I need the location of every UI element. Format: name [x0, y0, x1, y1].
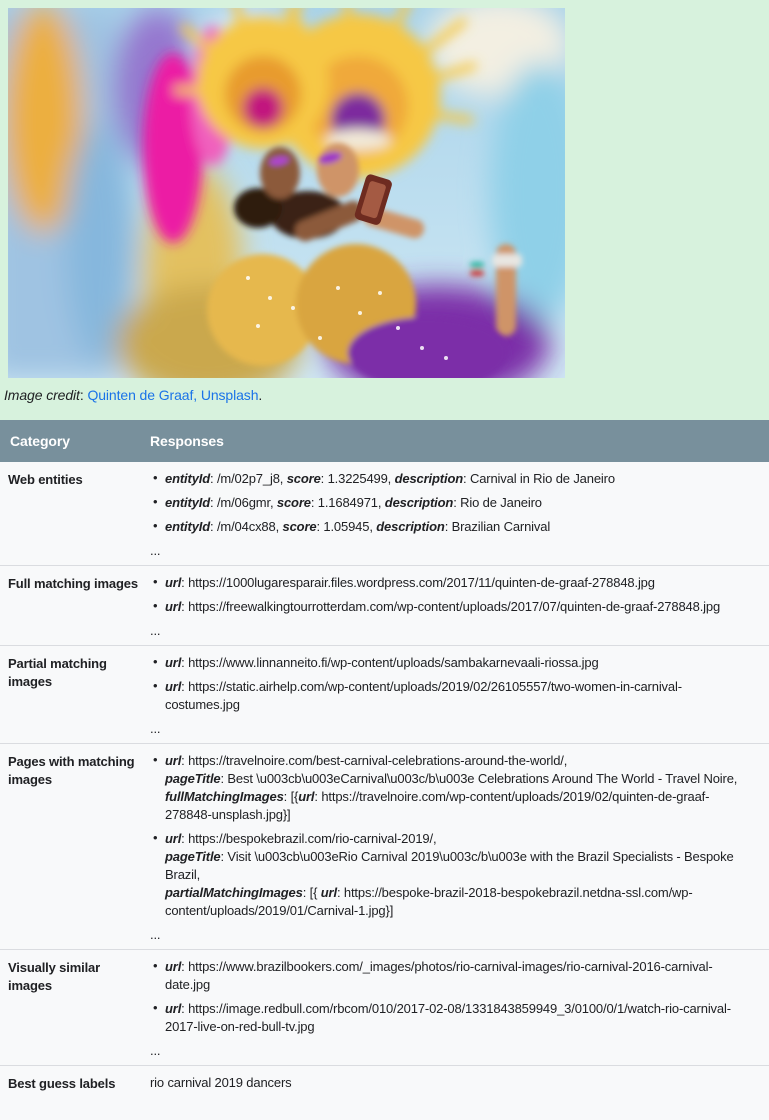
response-list: [150, 654, 753, 714]
field-label: score: [286, 471, 321, 486]
field-label: entityId: [165, 495, 211, 510]
response-list: [150, 752, 753, 920]
credit-label: Image credit: [4, 387, 80, 403]
response-item: [150, 598, 753, 616]
table-row: [0, 462, 769, 565]
category-cell: Visually similar images: [8, 960, 101, 993]
response-item: [150, 574, 753, 592]
response-item: [150, 494, 753, 512]
response-list: [150, 574, 753, 616]
response-line: • url: https://1000lugaresparair.files.wordpress.com/2017/11/quinten-de-graaf-278848.jpg: [165, 575, 655, 590]
table-header: [0, 420, 769, 462]
responses-cell: [150, 462, 769, 565]
response-line: partialMatchingImages: [{ url: https://bespoke-brazil-2018-bespokebrazil.netdna-ssl.com/wp-content/uploads/2019/01/Carnival-1.jpg}]: [165, 885, 693, 918]
field-label: score: [282, 519, 317, 534]
field-label: entityId: [165, 471, 211, 486]
responses-cell: [150, 744, 769, 949]
ellipsis: ...: [150, 927, 161, 942]
field-label: fullMatchingImages: [165, 789, 284, 804]
response-list: [150, 958, 753, 1036]
header-category: Category: [10, 433, 70, 449]
header-responses: Responses: [150, 433, 224, 449]
carnival-photo: [8, 8, 565, 378]
field-label: score: [276, 495, 311, 510]
results-table: [0, 420, 769, 1120]
field-label: description: [394, 471, 464, 486]
response-item: [150, 654, 753, 672]
response-line: pageTitle: Visit \u003cb\u003eRio Carnival 2019\u003c/b\u003e with the Brazil Specialists - Bespoke Brazil,: [165, 849, 734, 882]
response-line: • url: https://freewalkingtourrotterdam.com/wp-content/uploads/2017/07/quinten-de-graaf-278848.jpg: [165, 599, 721, 614]
response-line: • url: https://static.airhelp.com/wp-content/uploads/2019/02/26105557/two-women-in-carnival-costumes.jpg: [165, 679, 682, 712]
response-item: [150, 958, 753, 994]
best-guess-value: rio carnival 2019 dancers: [150, 1075, 292, 1090]
response-line: pageTitle: Best \u003cb\u003eCarnival\u003c/b\u003e Celebrations Around The World - Travel Noire,: [165, 771, 738, 786]
response-line: fullMatchingImages: [{url: https://travelnoire.com/wp-content/uploads/2019/02/quinten-de-graaf-278848-unsplash.jpg}]: [165, 789, 710, 822]
ellipsis: ...: [150, 721, 161, 736]
response-item: [150, 830, 753, 920]
response-line: • url: https://image.redbull.com/rbcom/010/2017-02-08/1331843859949_3/0100/0/1/watch-rio-carnival-2017-live-on-red-bull-tv.jpg: [165, 1001, 731, 1034]
field-label: pageTitle: [165, 849, 221, 864]
response-line: • entityId: /m/04cx88, score: 1.05945, description: Brazilian Carnival: [165, 519, 551, 534]
response-line: • url: https://travelnoire.com/best-carnival-celebrations-around-the-world/,: [165, 753, 568, 768]
category-cell: Best guess labels: [8, 1076, 116, 1091]
credit-separator: :: [79, 387, 88, 403]
field-label: url: [165, 599, 182, 614]
ellipsis: ...: [150, 1043, 161, 1058]
category-cell: Web entities: [8, 472, 83, 487]
responses-cell: [150, 566, 769, 645]
field-label: url: [165, 959, 182, 974]
carnival-photo-art: [8, 8, 565, 378]
response-line: • url: https://www.linnanneito.fi/wp-content/uploads/sambakarnevaali-riossa.jpg: [165, 655, 599, 670]
table-row: [0, 949, 769, 1065]
table-row: [0, 645, 769, 743]
table-row: [0, 743, 769, 949]
response-line: • entityId: /m/02p7_j8, score: 1.3225499, description: Carnival in Rio de Janeiro: [165, 471, 615, 486]
table-row: [0, 1065, 769, 1101]
response-list: [150, 470, 753, 536]
response-item: [150, 470, 753, 488]
responses-cell: [150, 1066, 769, 1101]
field-label: url: [165, 655, 182, 670]
field-label: description: [376, 519, 445, 534]
responses-cell: [150, 950, 769, 1065]
response-item: [150, 752, 753, 824]
table-body: [0, 462, 769, 1101]
category-cell: Full matching images: [8, 576, 138, 591]
ellipsis: ...: [150, 623, 161, 638]
image-credit: [4, 387, 769, 403]
field-label: entityId: [165, 519, 211, 534]
field-label: url: [165, 575, 182, 590]
response-item: [150, 1000, 753, 1036]
field-label: url: [165, 831, 182, 846]
response-item: [150, 678, 753, 714]
table-row: [0, 565, 769, 645]
responses-cell: [150, 646, 769, 743]
field-label: url: [320, 885, 337, 900]
credit-link[interactable]: Quinten de Graaf, Unsplash: [87, 387, 259, 403]
ellipsis: ...: [150, 543, 161, 558]
category-cell: Pages with matching images: [8, 754, 135, 787]
field-label: pageTitle: [165, 771, 221, 786]
field-label: description: [384, 495, 454, 510]
field-label: url: [165, 679, 182, 694]
response-item: [150, 518, 753, 536]
field-label: partialMatchingImages: [165, 885, 303, 900]
page: [0, 8, 769, 1120]
field-label: url: [165, 753, 182, 768]
response-line: • entityId: /m/06gmr, score: 1.1684971, description: Rio de Janeiro: [165, 495, 542, 510]
field-label: url: [165, 1001, 182, 1016]
credit-period: .: [258, 387, 263, 403]
category-cell: Partial matching images: [8, 656, 107, 689]
response-line: • url: https://bespokebrazil.com/rio-carnival-2019/,: [165, 831, 437, 846]
response-line: • url: https://www.brazilbookers.com/_images/photos/rio-carnival-images/rio-carnival-2016-carnival-date.jpg: [165, 959, 713, 992]
field-label: url: [298, 789, 315, 804]
